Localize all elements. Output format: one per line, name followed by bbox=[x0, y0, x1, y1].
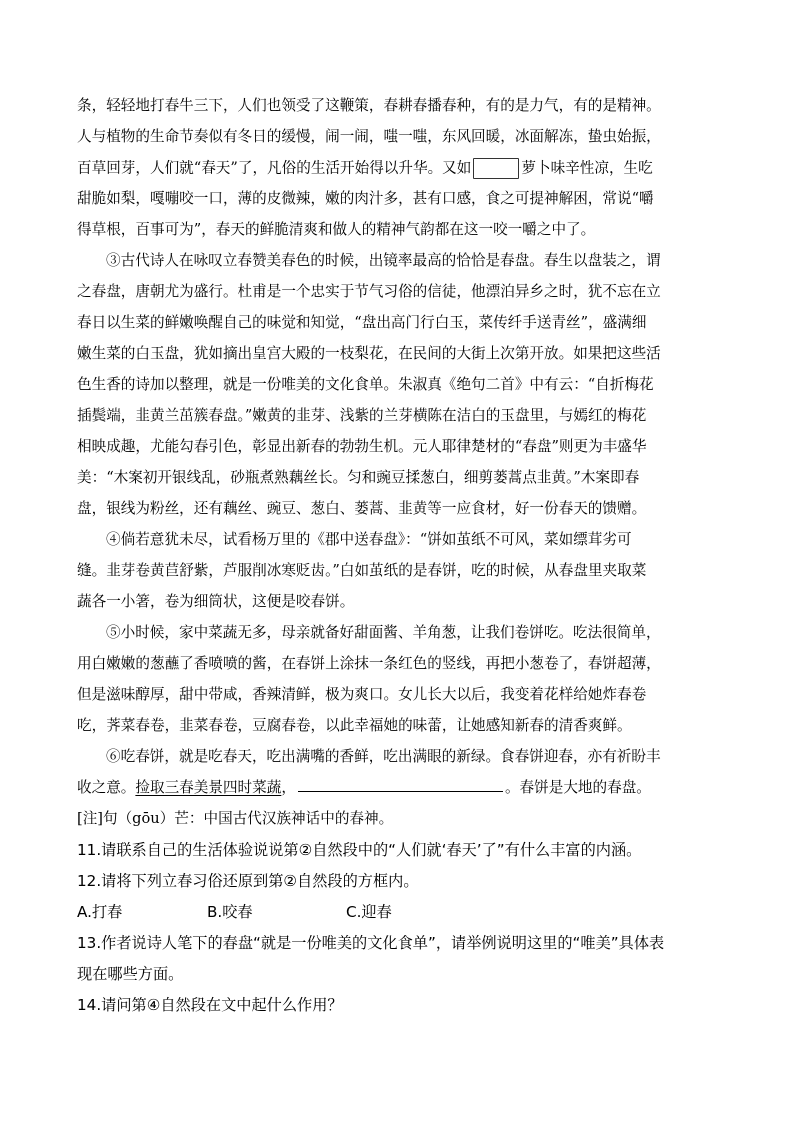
passage-text: 。春饼是大地的春盘。 bbox=[504, 779, 651, 796]
passage-line bbox=[77, 158, 653, 179]
passage-line: 吃，荠菜春卷，韭菜春卷，豆腐春卷，以此幸福她的味蕾，让她感知新春的清香爽鲜。 bbox=[77, 717, 632, 734]
passage-line: 缝。韭芽卷黄苣舒紫，芦服削冰寒贬齿。”白如茧纸的是春饼，吃的时候，从春盘里夹取菜 bbox=[77, 562, 647, 579]
passage-line: 但是滋味醇厚，甜中带咸，香辣清鲜，极为爽口。女儿长大以后，我变着花样给她炸春卷 bbox=[77, 686, 647, 703]
passage-line: 美：“木案初开银线乱，砂瓶煮熟藕丝长。匀和豌豆揉葱白，细剪蒌蒿点韭黄。”木案即春 bbox=[77, 469, 640, 486]
question-13-continued: 现在哪些方面。 bbox=[77, 965, 184, 983]
passage-line: ④倘若意犹未尽，试看杨万里的《郡中送春盘》：“饼如茧纸不可风，菜如缥茸劣可 bbox=[106, 531, 632, 548]
passage-line: 之春盘，唐朝尤为盛行。杜甫是一个忠实于节气习俗的信徒，他漂泊异乡之时，犹不忘在立 bbox=[77, 283, 661, 300]
option-b: B.咬春 bbox=[207, 903, 253, 921]
passage-line: 得草根，百事可为”，春天的鲜脆清爽和做人的精神气韵都在这一咬一嚼之中了。 bbox=[77, 221, 596, 238]
passage-line: 用白嫩嫩的葱蘸了香喷喷的酱，在春饼上涂抹一条红色的竖线，再把小葱卷了，春饼超薄， bbox=[77, 655, 661, 672]
passage-line: 相映成趣，尤能勾春引色，彰显出新春的勃勃生机。元人耶律楚材的“春盘”则更为丰盛华 bbox=[77, 438, 647, 455]
question-11: 11.请联系自己的生活体验说说第②自然段中的“人们就‘春天’了”有什么丰富的内涵。 bbox=[77, 841, 642, 859]
passage-text: ， bbox=[281, 779, 296, 796]
answer-box[interactable] bbox=[473, 158, 519, 179]
passage-line: 春日以生菜的鲜嫩唤醒自己的味觉和知觉，“盘出高门行白玉，菜传纤手送青丝”，盛满细 bbox=[77, 314, 647, 331]
passage-line: ③古代诗人在咏叹立春赞美春色的时候，出镜率最高的恰恰是春盘。春生以盘装之，谓 bbox=[106, 252, 661, 269]
passage-line: ⑥吃春饼，就是吃春天，吃出满嘴的香鲜，吃出满眼的新绿。食春饼迎春，亦有祈盼丰 bbox=[106, 748, 661, 765]
question-13: 13.作者说诗人笔下的春盘“就是一份唯美的文化食单”，请举例说明这里的“唯美”具体表 bbox=[77, 934, 665, 952]
passage-line: 人与植物的生命节奏似有冬日的缓慢，闹一闹，嗤一嗤，东风回暖，冰面解冻，蛰虫始振， bbox=[77, 128, 661, 145]
passage-line: 甜脆如梨，嘎嘣咬一口，薄的皮微辣，嫩的肉汁多，甚有口感，食之可提神解困，常说“嚼 bbox=[77, 190, 654, 207]
passage-line bbox=[77, 778, 651, 798]
question-14: 14.请问第④自然段在文中起什么作用？ bbox=[77, 996, 343, 1014]
passage-text: 百草回芽，人们就“春天”了，凡俗的生活开始得以升华。又如 bbox=[77, 159, 472, 177]
option-a: A.打春 bbox=[77, 903, 123, 921]
question-12: 12.请将下列立春习俗还原到第②自然段的方框内。 bbox=[77, 872, 419, 890]
passage-line: 嫩生菜的白玉盘，犹如摘出皇宫大殿的一枝梨花，在民间的大街上次第开放。如果把这些活 bbox=[77, 345, 661, 362]
fill-in-blank[interactable] bbox=[298, 779, 503, 792]
passage-line: 蔬各一小箸，卷为细筒状，这便是咬春饼。 bbox=[77, 593, 355, 610]
passage-text: 萝卜味辛性凉，生吃 bbox=[521, 159, 653, 177]
passage-line: 条，轻轻地打春牛三下，人们也领受了这鞭策，春耕春播春种，有的是力气，有的是精神。 bbox=[77, 97, 661, 114]
passage-line: ⑤小时候，家中菜蔬无多，母亲就备好甜面酱、羊角葱，让我们卷饼吃。吃法很简单， bbox=[106, 624, 661, 641]
passage-text: 收之意。 bbox=[77, 779, 136, 796]
option-c: C.迎春 bbox=[346, 903, 392, 921]
footnote: [注]句（gōu）芒：中国古代汉族神话中的春神。 bbox=[77, 810, 394, 827]
passage-line: 色生香的诗加以整理，就是一份唯美的文化食单。朱淑真《绝句二首》中有云：“自折梅花 bbox=[77, 376, 654, 393]
passage-line: 插鬓端，韭黄兰茁簇春盘。”嫩黄的韭芽、浅紫的兰芽横陈在洁白的玉盘里，与嫣红的梅花 bbox=[77, 407, 647, 424]
underlined-phrase: 捡取三春美景四时菜蔬 bbox=[135, 779, 282, 796]
passage-line: 盘，银线为粉丝，还有藕丝、豌豆、葱白、蒌蒿、韭黄等一应食材，好一份春天的馈赠。 bbox=[77, 500, 647, 517]
